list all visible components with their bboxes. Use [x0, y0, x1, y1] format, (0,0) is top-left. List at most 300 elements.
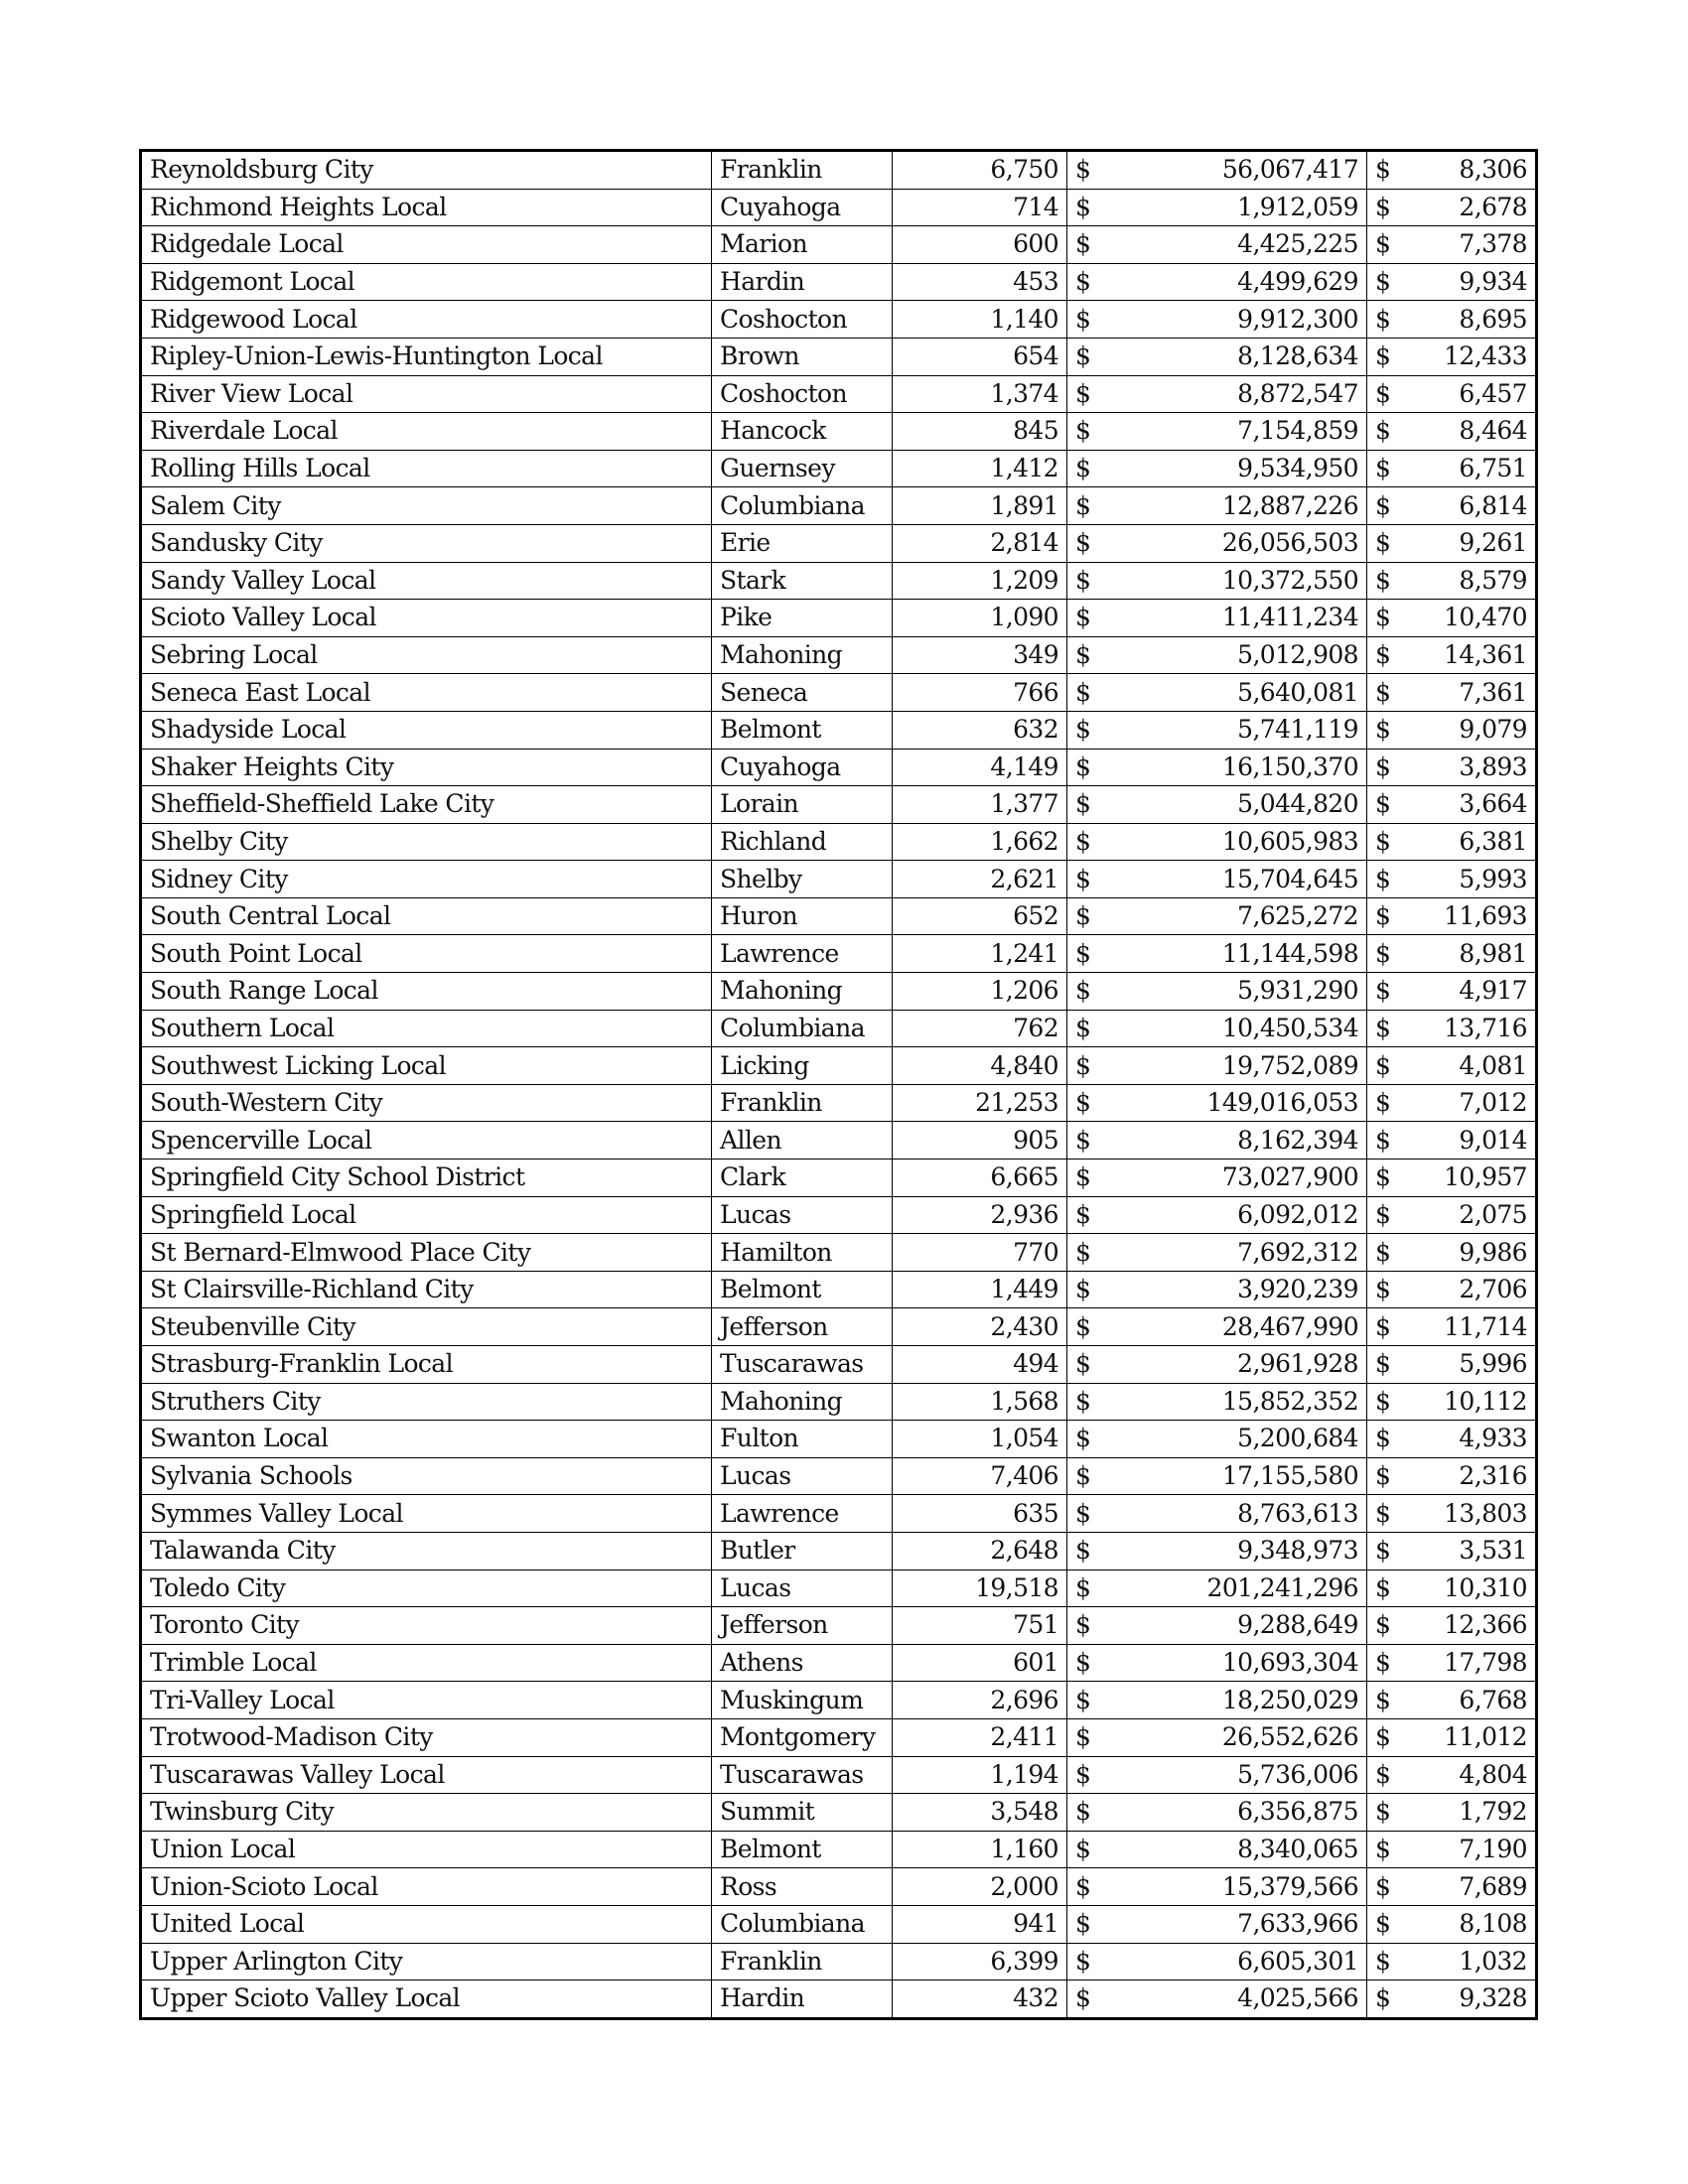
count-cell: 1,449: [893, 1271, 1067, 1308]
per-unit-amount-cell: 8,981: [1411, 935, 1537, 973]
currency-symbol: $: [1067, 1570, 1117, 1607]
total-amount-cell: 8,763,613: [1117, 1495, 1367, 1533]
count-cell: 19,518: [893, 1570, 1067, 1607]
district-name-cell: South Central Local: [141, 897, 712, 935]
total-amount-cell: 15,852,352: [1117, 1383, 1367, 1421]
county-cell: Franklin: [712, 1084, 893, 1122]
table-row: [141, 1383, 1537, 1421]
district-name-cell: Toronto City: [141, 1607, 712, 1645]
count-cell: 2,814: [893, 524, 1067, 562]
count-cell: 1,662: [893, 823, 1067, 861]
district-name-cell: Symmes Valley Local: [141, 1495, 712, 1533]
total-amount-cell: 10,605,983: [1117, 823, 1367, 861]
district-name-cell: St Bernard-Elmwood Place City: [141, 1234, 712, 1272]
currency-symbol: $: [1367, 1234, 1411, 1272]
district-name-cell: Southwest Licking Local: [141, 1047, 712, 1085]
currency-symbol: $: [1367, 1905, 1411, 1943]
table-row: [141, 1682, 1537, 1719]
count-cell: 845: [893, 413, 1067, 451]
currency-symbol: $: [1067, 897, 1117, 935]
currency-symbol: $: [1367, 1010, 1411, 1047]
table-row: [141, 450, 1537, 487]
count-cell: 2,621: [893, 861, 1067, 898]
district-name-cell: Toledo City: [141, 1570, 712, 1607]
per-unit-amount-cell: 9,079: [1411, 711, 1537, 749]
count-cell: 21,253: [893, 1084, 1067, 1122]
currency-symbol: $: [1367, 1457, 1411, 1495]
count-cell: 1,206: [893, 973, 1067, 1011]
county-cell: Lorain: [712, 786, 893, 824]
currency-symbol: $: [1367, 1794, 1411, 1832]
currency-symbol: $: [1367, 487, 1411, 525]
currency-symbol: $: [1067, 450, 1117, 487]
per-unit-amount-cell: 9,014: [1411, 1122, 1537, 1160]
currency-symbol: $: [1367, 562, 1411, 600]
table-row: [141, 1570, 1537, 1607]
district-name-cell: Spencerville Local: [141, 1122, 712, 1160]
total-amount-cell: 149,016,053: [1117, 1084, 1367, 1122]
currency-symbol: $: [1367, 1644, 1411, 1682]
currency-symbol: $: [1067, 1718, 1117, 1756]
table-row: [141, 600, 1537, 637]
county-cell: Lawrence: [712, 1495, 893, 1533]
district-name-cell: Tri-Valley Local: [141, 1682, 712, 1719]
district-name-cell: Scioto Valley Local: [141, 600, 712, 637]
currency-symbol: $: [1367, 973, 1411, 1011]
county-cell: Brown: [712, 338, 893, 375]
district-name-cell: Reynoldsburg City: [141, 151, 712, 190]
per-unit-amount-cell: 3,531: [1411, 1532, 1537, 1570]
district-name-cell: Seneca East Local: [141, 674, 712, 712]
count-cell: 494: [893, 1346, 1067, 1384]
county-cell: Lucas: [712, 1196, 893, 1234]
total-amount-cell: 15,379,566: [1117, 1868, 1367, 1906]
per-unit-amount-cell: 3,664: [1411, 786, 1537, 824]
county-cell: Clark: [712, 1160, 893, 1197]
currency-symbol: $: [1367, 450, 1411, 487]
count-cell: 6,750: [893, 151, 1067, 190]
county-cell: Franklin: [712, 151, 893, 190]
count-cell: 2,411: [893, 1718, 1067, 1756]
currency-symbol: $: [1067, 1308, 1117, 1346]
currency-symbol: $: [1367, 1160, 1411, 1197]
currency-symbol: $: [1067, 1196, 1117, 1234]
currency-symbol: $: [1067, 189, 1117, 226]
currency-symbol: $: [1367, 1607, 1411, 1645]
table-body: [141, 151, 1537, 2019]
currency-symbol: $: [1367, 1831, 1411, 1868]
currency-symbol: $: [1067, 524, 1117, 562]
school-district-table: [139, 149, 1538, 2020]
per-unit-amount-cell: 10,957: [1411, 1160, 1537, 1197]
total-amount-cell: 7,633,966: [1117, 1905, 1367, 1943]
currency-symbol: $: [1367, 338, 1411, 375]
count-cell: 1,241: [893, 935, 1067, 973]
count-cell: 349: [893, 636, 1067, 674]
total-amount-cell: 9,534,950: [1117, 450, 1367, 487]
table-row: [141, 1495, 1537, 1533]
county-cell: Columbiana: [712, 487, 893, 525]
per-unit-amount-cell: 6,751: [1411, 450, 1537, 487]
count-cell: 1,412: [893, 450, 1067, 487]
currency-symbol: $: [1367, 524, 1411, 562]
currency-symbol: $: [1067, 1532, 1117, 1570]
county-cell: Hancock: [712, 413, 893, 451]
county-cell: Summit: [712, 1794, 893, 1832]
county-cell: Mahoning: [712, 1383, 893, 1421]
per-unit-amount-cell: 8,579: [1411, 562, 1537, 600]
per-unit-amount-cell: 4,917: [1411, 973, 1537, 1011]
currency-symbol: $: [1067, 1047, 1117, 1085]
district-name-cell: Twinsburg City: [141, 1794, 712, 1832]
total-amount-cell: 4,499,629: [1117, 263, 1367, 301]
district-name-cell: Richmond Heights Local: [141, 189, 712, 226]
currency-symbol: $: [1367, 1868, 1411, 1906]
count-cell: 762: [893, 1010, 1067, 1047]
currency-symbol: $: [1367, 861, 1411, 898]
table-row: [141, 1607, 1537, 1645]
count-cell: 632: [893, 711, 1067, 749]
count-cell: 3,548: [893, 1794, 1067, 1832]
currency-symbol: $: [1067, 1084, 1117, 1122]
district-name-cell: Southern Local: [141, 1010, 712, 1047]
per-unit-amount-cell: 12,366: [1411, 1607, 1537, 1645]
district-name-cell: Sandusky City: [141, 524, 712, 562]
county-cell: Erie: [712, 524, 893, 562]
currency-symbol: $: [1367, 823, 1411, 861]
county-cell: Mahoning: [712, 636, 893, 674]
currency-symbol: $: [1067, 375, 1117, 413]
currency-symbol: $: [1367, 151, 1411, 190]
district-name-cell: Tuscarawas Valley Local: [141, 1756, 712, 1794]
table-row: [141, 823, 1537, 861]
per-unit-amount-cell: 7,361: [1411, 674, 1537, 712]
count-cell: 654: [893, 338, 1067, 375]
currency-symbol: $: [1067, 823, 1117, 861]
per-unit-amount-cell: 2,075: [1411, 1196, 1537, 1234]
table-row: [141, 1084, 1537, 1122]
district-name-cell: Swanton Local: [141, 1421, 712, 1458]
currency-symbol: $: [1067, 263, 1117, 301]
district-name-cell: Rolling Hills Local: [141, 450, 712, 487]
district-name-cell: Ridgemont Local: [141, 263, 712, 301]
currency-symbol: $: [1067, 1010, 1117, 1047]
count-cell: 1,090: [893, 600, 1067, 637]
total-amount-cell: 6,356,875: [1117, 1794, 1367, 1832]
currency-symbol: $: [1367, 1308, 1411, 1346]
table-row: [141, 301, 1537, 339]
per-unit-amount-cell: 7,190: [1411, 1831, 1537, 1868]
currency-symbol: $: [1367, 1271, 1411, 1308]
total-amount-cell: 18,250,029: [1117, 1682, 1367, 1719]
county-cell: Allen: [712, 1122, 893, 1160]
county-cell: Jefferson: [712, 1607, 893, 1645]
county-cell: Tuscarawas: [712, 1346, 893, 1384]
total-amount-cell: 9,348,973: [1117, 1532, 1367, 1570]
district-name-cell: River View Local: [141, 375, 712, 413]
currency-symbol: $: [1367, 1084, 1411, 1122]
currency-symbol: $: [1367, 674, 1411, 712]
district-name-cell: South-Western City: [141, 1084, 712, 1122]
table-row: [141, 749, 1537, 786]
table-row: [141, 973, 1537, 1011]
county-cell: Licking: [712, 1047, 893, 1085]
table-row: [141, 1196, 1537, 1234]
count-cell: 601: [893, 1644, 1067, 1682]
table-row: [141, 1421, 1537, 1458]
total-amount-cell: 15,704,645: [1117, 861, 1367, 898]
per-unit-amount-cell: 3,893: [1411, 749, 1537, 786]
count-cell: 1,891: [893, 487, 1067, 525]
district-name-cell: Ripley-Union-Lewis-Huntington Local: [141, 338, 712, 375]
currency-symbol: $: [1067, 1980, 1117, 2019]
district-name-cell: South Point Local: [141, 935, 712, 973]
total-amount-cell: 11,144,598: [1117, 935, 1367, 973]
table-row: [141, 1346, 1537, 1384]
count-cell: 1,209: [893, 562, 1067, 600]
county-cell: Butler: [712, 1532, 893, 1570]
total-amount-cell: 201,241,296: [1117, 1570, 1367, 1607]
currency-symbol: $: [1067, 1271, 1117, 1308]
table-row: [141, 897, 1537, 935]
district-name-cell: Union Local: [141, 1831, 712, 1868]
district-name-cell: Sandy Valley Local: [141, 562, 712, 600]
count-cell: 7,406: [893, 1457, 1067, 1495]
district-name-cell: Sebring Local: [141, 636, 712, 674]
currency-symbol: $: [1067, 1794, 1117, 1832]
table-row: [141, 1271, 1537, 1308]
per-unit-amount-cell: 8,695: [1411, 301, 1537, 339]
table-row: [141, 524, 1537, 562]
currency-symbol: $: [1067, 600, 1117, 637]
per-unit-amount-cell: 11,693: [1411, 897, 1537, 935]
table-row: [141, 226, 1537, 264]
currency-symbol: $: [1067, 338, 1117, 375]
county-cell: Cuyahoga: [712, 749, 893, 786]
county-cell: Coshocton: [712, 301, 893, 339]
currency-symbol: $: [1367, 600, 1411, 637]
total-amount-cell: 5,640,081: [1117, 674, 1367, 712]
per-unit-amount-cell: 10,310: [1411, 1570, 1537, 1607]
total-amount-cell: 10,372,550: [1117, 562, 1367, 600]
total-amount-cell: 19,752,089: [1117, 1047, 1367, 1085]
count-cell: 1,568: [893, 1383, 1067, 1421]
currency-symbol: $: [1067, 935, 1117, 973]
table-row: [141, 1122, 1537, 1160]
per-unit-amount-cell: 2,706: [1411, 1271, 1537, 1308]
total-amount-cell: 26,552,626: [1117, 1718, 1367, 1756]
per-unit-amount-cell: 11,012: [1411, 1718, 1537, 1756]
currency-symbol: $: [1067, 487, 1117, 525]
currency-symbol: $: [1067, 973, 1117, 1011]
district-name-cell: Sylvania Schools: [141, 1457, 712, 1495]
total-amount-cell: 7,154,859: [1117, 413, 1367, 451]
per-unit-amount-cell: 8,306: [1411, 151, 1537, 190]
currency-symbol: $: [1367, 1421, 1411, 1458]
currency-symbol: $: [1367, 935, 1411, 973]
currency-symbol: $: [1367, 636, 1411, 674]
per-unit-amount-cell: 12,433: [1411, 338, 1537, 375]
per-unit-amount-cell: 5,996: [1411, 1346, 1537, 1384]
count-cell: 635: [893, 1495, 1067, 1533]
table-row: [141, 1831, 1537, 1868]
table-row: [141, 1943, 1537, 1980]
count-cell: 905: [893, 1122, 1067, 1160]
table-row: [141, 1905, 1537, 1943]
per-unit-amount-cell: 1,792: [1411, 1794, 1537, 1832]
total-amount-cell: 5,012,908: [1117, 636, 1367, 674]
county-cell: Shelby: [712, 861, 893, 898]
district-name-cell: Upper Scioto Valley Local: [141, 1980, 712, 2019]
currency-symbol: $: [1067, 151, 1117, 190]
table-row: [141, 786, 1537, 824]
total-amount-cell: 10,450,534: [1117, 1010, 1367, 1047]
count-cell: 1,160: [893, 1831, 1067, 1868]
table-row: [141, 1980, 1537, 2019]
county-cell: Marion: [712, 226, 893, 264]
district-name-cell: Springfield Local: [141, 1196, 712, 1234]
total-amount-cell: 5,044,820: [1117, 786, 1367, 824]
currency-symbol: $: [1067, 226, 1117, 264]
currency-symbol: $: [1367, 189, 1411, 226]
currency-symbol: $: [1067, 861, 1117, 898]
currency-symbol: $: [1067, 1457, 1117, 1495]
county-cell: Hardin: [712, 1980, 893, 2019]
per-unit-amount-cell: 4,933: [1411, 1421, 1537, 1458]
count-cell: 2,648: [893, 1532, 1067, 1570]
currency-symbol: $: [1067, 301, 1117, 339]
per-unit-amount-cell: 6,457: [1411, 375, 1537, 413]
currency-symbol: $: [1367, 375, 1411, 413]
county-cell: Jefferson: [712, 1308, 893, 1346]
district-name-cell: St Clairsville-Richland City: [141, 1271, 712, 1308]
currency-symbol: $: [1367, 1047, 1411, 1085]
currency-symbol: $: [1067, 1607, 1117, 1645]
currency-symbol: $: [1367, 413, 1411, 451]
per-unit-amount-cell: 6,814: [1411, 487, 1537, 525]
county-cell: Muskingum: [712, 1682, 893, 1719]
district-name-cell: Sheffield-Sheffield Lake City: [141, 786, 712, 824]
per-unit-amount-cell: 1,032: [1411, 1943, 1537, 1980]
per-unit-amount-cell: 13,803: [1411, 1495, 1537, 1533]
currency-symbol: $: [1067, 1234, 1117, 1272]
per-unit-amount-cell: 17,798: [1411, 1644, 1537, 1682]
count-cell: 432: [893, 1980, 1067, 2019]
count-cell: 2,430: [893, 1308, 1067, 1346]
total-amount-cell: 6,092,012: [1117, 1196, 1367, 1234]
county-cell: Lucas: [712, 1457, 893, 1495]
district-name-cell: Upper Arlington City: [141, 1943, 712, 1980]
table-row: [141, 935, 1537, 973]
county-cell: Tuscarawas: [712, 1756, 893, 1794]
county-cell: Hamilton: [712, 1234, 893, 1272]
currency-symbol: $: [1067, 1682, 1117, 1719]
table-row: [141, 674, 1537, 712]
currency-symbol: $: [1367, 301, 1411, 339]
currency-symbol: $: [1367, 711, 1411, 749]
county-cell: Montgomery: [712, 1718, 893, 1756]
table-row: [141, 189, 1537, 226]
total-amount-cell: 6,605,301: [1117, 1943, 1367, 1980]
county-cell: Belmont: [712, 1831, 893, 1868]
total-amount-cell: 5,200,684: [1117, 1421, 1367, 1458]
district-name-cell: Talawanda City: [141, 1532, 712, 1570]
county-cell: Columbiana: [712, 1010, 893, 1047]
currency-symbol: $: [1367, 1943, 1411, 1980]
district-name-cell: Steubenville City: [141, 1308, 712, 1346]
table-row: [141, 562, 1537, 600]
per-unit-amount-cell: 9,986: [1411, 1234, 1537, 1272]
total-amount-cell: 17,155,580: [1117, 1457, 1367, 1495]
count-cell: 2,696: [893, 1682, 1067, 1719]
currency-symbol: $: [1067, 1122, 1117, 1160]
currency-symbol: $: [1067, 1868, 1117, 1906]
currency-symbol: $: [1367, 1718, 1411, 1756]
total-amount-cell: 26,056,503: [1117, 524, 1367, 562]
total-amount-cell: 2,961,928: [1117, 1346, 1367, 1384]
currency-symbol: $: [1367, 1756, 1411, 1794]
currency-symbol: $: [1367, 1682, 1411, 1719]
total-amount-cell: 7,692,312: [1117, 1234, 1367, 1272]
total-amount-cell: 8,162,394: [1117, 1122, 1367, 1160]
county-cell: Columbiana: [712, 1905, 893, 1943]
total-amount-cell: 73,027,900: [1117, 1160, 1367, 1197]
county-cell: Huron: [712, 897, 893, 935]
district-name-cell: United Local: [141, 1905, 712, 1943]
total-amount-cell: 7,625,272: [1117, 897, 1367, 935]
count-cell: 4,840: [893, 1047, 1067, 1085]
county-cell: Pike: [712, 600, 893, 637]
per-unit-amount-cell: 10,470: [1411, 600, 1537, 637]
table-row: [141, 1160, 1537, 1197]
district-name-cell: Salem City: [141, 487, 712, 525]
district-name-cell: Struthers City: [141, 1383, 712, 1421]
total-amount-cell: 9,912,300: [1117, 301, 1367, 339]
table-row: [141, 151, 1537, 190]
table-row: [141, 1756, 1537, 1794]
per-unit-amount-cell: 6,381: [1411, 823, 1537, 861]
currency-symbol: $: [1367, 749, 1411, 786]
total-amount-cell: 28,467,990: [1117, 1308, 1367, 1346]
currency-symbol: $: [1367, 1980, 1411, 2019]
currency-symbol: $: [1067, 1943, 1117, 1980]
table-row: [141, 1868, 1537, 1906]
currency-symbol: $: [1367, 1346, 1411, 1384]
table-row: [141, 487, 1537, 525]
district-name-cell: Riverdale Local: [141, 413, 712, 451]
district-name-cell: South Range Local: [141, 973, 712, 1011]
count-cell: 1,194: [893, 1756, 1067, 1794]
per-unit-amount-cell: 11,714: [1411, 1308, 1537, 1346]
currency-symbol: $: [1067, 636, 1117, 674]
table-row: [141, 711, 1537, 749]
county-cell: Fulton: [712, 1421, 893, 1458]
count-cell: 941: [893, 1905, 1067, 1943]
total-amount-cell: 4,425,225: [1117, 226, 1367, 264]
district-name-cell: Strasburg-Franklin Local: [141, 1346, 712, 1384]
total-amount-cell: 4,025,566: [1117, 1980, 1367, 2019]
county-cell: Seneca: [712, 674, 893, 712]
count-cell: 652: [893, 897, 1067, 935]
per-unit-amount-cell: 4,804: [1411, 1756, 1537, 1794]
district-name-cell: Shadyside Local: [141, 711, 712, 749]
table-row: [141, 263, 1537, 301]
per-unit-amount-cell: 2,678: [1411, 189, 1537, 226]
county-cell: Lawrence: [712, 935, 893, 973]
county-cell: Mahoning: [712, 973, 893, 1011]
table-row: [141, 1457, 1537, 1495]
currency-symbol: $: [1067, 1160, 1117, 1197]
